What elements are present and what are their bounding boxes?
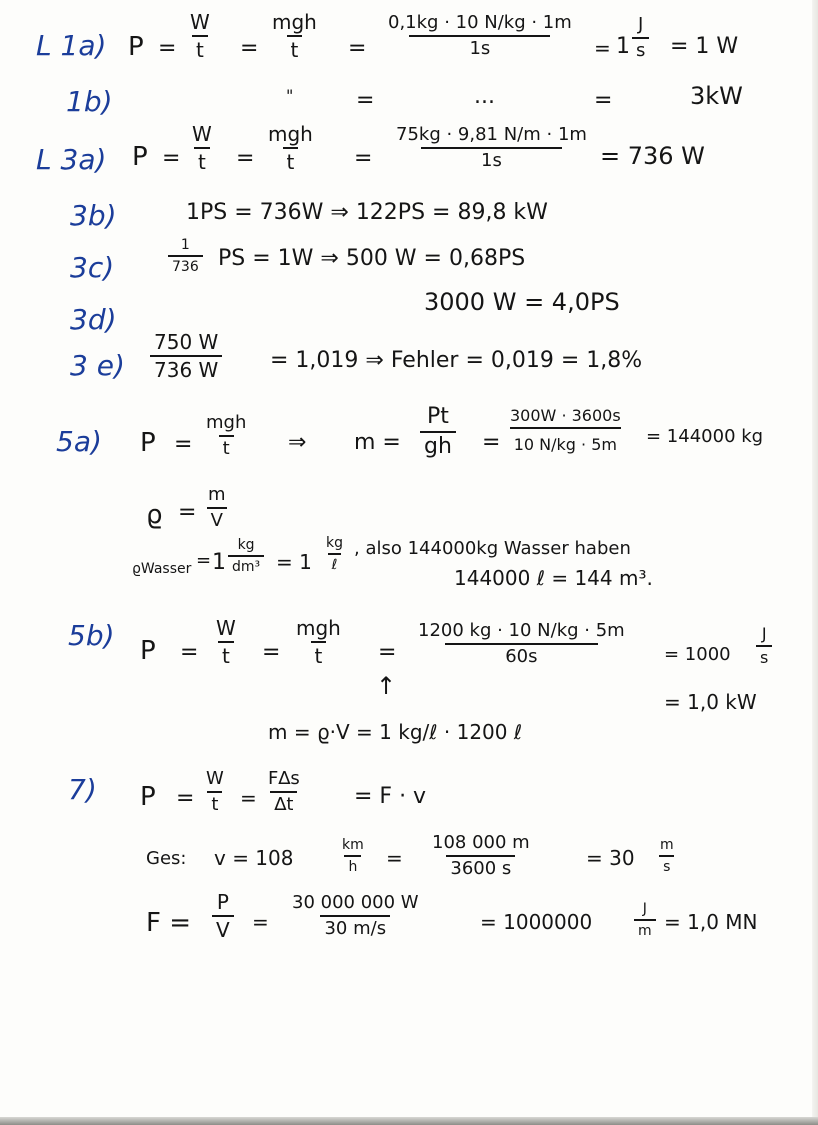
l1a-frac-js	[632, 16, 649, 60]
label-l3d: 3d)	[70, 303, 117, 336]
l7-dt: ∆t	[270, 791, 297, 814]
l7-ges-label: Ges:	[146, 848, 187, 869]
l3a-num: 75kg · 9,81 N/m · 1m	[396, 124, 587, 145]
scan-bottom-edge	[0, 1117, 818, 1125]
l7-Pv: P	[216, 890, 229, 914]
l1a-frac-w-t	[186, 12, 214, 60]
l5b-den: 60s	[445, 643, 597, 666]
l5a-Pt: Pt	[427, 404, 449, 429]
l7-F-num: 30 000 000 W	[292, 892, 419, 913]
l1a-one: 1	[616, 34, 630, 59]
l7-frac-j-m	[634, 902, 656, 938]
l3a-frac-main	[392, 126, 591, 170]
l7-F-den: 30 m/s	[320, 915, 390, 938]
l1a-J: J	[638, 14, 644, 35]
l5a-frac-pt-gh	[420, 406, 456, 458]
scan-right-edge	[812, 0, 818, 1125]
l5b-P: P	[140, 636, 156, 666]
l7-ges-s: s	[659, 855, 674, 874]
l3c-736: 736	[168, 255, 203, 274]
l5b-W: W	[216, 616, 236, 640]
l5a-num: 300W · 3600s	[510, 406, 621, 425]
l1a-frac-mgh-t	[268, 12, 321, 60]
l7-frac-ges	[428, 834, 534, 878]
l1a-frac-main	[384, 14, 576, 58]
l7-P: P	[140, 782, 156, 812]
l7-F-eq: =	[252, 910, 269, 934]
l5b-t2: t	[311, 641, 327, 666]
l5b-m-line: m = ϱ·V = 1 kg/ℓ · 1200 ℓ	[268, 720, 523, 744]
l5a-den: 10 N/kg · 5m	[510, 427, 621, 453]
l7-frac-m-s	[656, 838, 678, 874]
l7-ges-eq: =	[386, 846, 403, 870]
l5a-frac-mgh-t	[202, 414, 250, 458]
label-l1b: 1b)	[66, 85, 113, 118]
l5a-eq1: =	[174, 432, 193, 457]
l5b-eq3: =	[378, 640, 397, 665]
l3e-den: 736 W	[150, 355, 222, 380]
l3b-text: 1PS = 736W ⇒ 122PS = 89,8 kW	[186, 200, 548, 225]
l5a-rho: ϱ	[146, 500, 163, 530]
label-l7: 7)	[68, 773, 97, 806]
l5a-frac-kg-l	[322, 536, 347, 572]
l3a-eq3: =	[354, 146, 373, 171]
l5a-t: t	[219, 435, 234, 458]
l1b-ditto: "	[286, 86, 294, 105]
l7-ges-res: = 30	[586, 846, 635, 870]
l7-ges-num: 108 000 m	[432, 832, 530, 853]
l1a-den: 1s	[409, 35, 550, 58]
l7-ges-m: m	[660, 837, 674, 853]
l3d-text: 3000 W = 4,0PS	[424, 288, 620, 316]
l5a-rho-eq: =	[178, 500, 197, 525]
l5a-l: ℓ	[328, 553, 342, 572]
l3a-mgh: mgh	[268, 122, 313, 146]
l3c-text: PS = 1W ⇒ 500 W = 0,68PS	[218, 246, 526, 271]
l3a-result: = 736 W	[600, 142, 705, 170]
l3c-frac	[168, 238, 203, 274]
label-l5b: 5b)	[68, 619, 115, 652]
l7-result: = F · v	[354, 784, 427, 809]
l1a-t: t	[192, 35, 208, 60]
l3a-eq2: =	[236, 146, 255, 171]
l7-frac-F	[288, 894, 423, 938]
l7-frac-p-v	[212, 892, 234, 940]
l7-ges-den: 3600 s	[446, 855, 515, 878]
l7-ges-v: v = 108	[214, 846, 294, 870]
l5b-arrow: ↑	[376, 672, 397, 700]
l5a-rho-water-text2: 144000 ℓ = 144 m³.	[454, 566, 653, 590]
l5b-eq1: =	[180, 640, 199, 665]
l7-eq2: =	[240, 786, 257, 810]
l1a-s: s	[632, 37, 649, 60]
l1b-result: 3kW	[690, 82, 743, 110]
l5a-P: P	[140, 428, 156, 458]
l5a-rho-water-one: 1	[212, 550, 226, 575]
l5a-kg2: kg	[326, 535, 343, 551]
l5b-frac-main	[414, 622, 629, 666]
l1a-P: P	[128, 32, 144, 62]
l3a-t2: t	[283, 147, 299, 172]
label-l1a: L 1a)	[36, 29, 107, 62]
l7-F-m: m	[634, 919, 656, 938]
l5a-rho-V: V	[207, 507, 227, 530]
l5a-gh: gh	[420, 431, 456, 458]
l5a-rho-water-eq: =	[196, 550, 212, 571]
l7-F-res2: = 1,0 MN	[664, 910, 758, 934]
l3a-frac-mgh-t	[264, 124, 317, 172]
l1b-eq1: =	[356, 88, 375, 113]
l7-frac-fds-dt	[264, 770, 304, 814]
l7-W: W	[206, 768, 224, 789]
label-l3b: 3b)	[70, 199, 117, 232]
l5a-rho-water-text: , also 144000kg Wasser haben	[354, 538, 631, 559]
l5a-rho-water-eq2: = 1	[276, 550, 312, 574]
l3e-text: = 1,019 ⇒ Fehler = 0,019 = 1,8%	[270, 348, 643, 373]
l5a-rho-water-label: ϱWasser	[132, 561, 192, 577]
l5a-arrow: ⇒	[288, 430, 307, 455]
l5a-frac-main	[506, 408, 625, 453]
l5b-t: t	[218, 641, 234, 666]
l5b-result: = 1000	[664, 644, 731, 665]
l5a-eq2: =	[482, 430, 501, 455]
l7-V: V	[212, 915, 234, 940]
l5b-frac-w-t	[212, 618, 240, 666]
l7-eq1: =	[176, 786, 195, 811]
l5b-frac-js	[756, 626, 772, 666]
label-l3e: 3 e)	[70, 349, 125, 382]
l1a-eq1: =	[158, 36, 177, 61]
l1b-dots: ...	[474, 84, 495, 109]
label-l5a: 5a)	[56, 425, 102, 458]
l7-km: km	[342, 837, 364, 853]
l5a-dm3: dm³	[228, 555, 264, 574]
l3c-one: 1	[180, 237, 190, 253]
l3e-num: 750 W	[154, 330, 219, 354]
l5b-mgh: mgh	[296, 616, 341, 640]
l3a-eq1: =	[162, 146, 181, 171]
l5a-rho-m: m	[208, 484, 226, 505]
l1a-result: = 1 W	[670, 34, 739, 59]
l5b-result2: = 1,0 kW	[664, 690, 757, 714]
l5b-num: 1200 kg · 10 N/kg · 5m	[418, 620, 625, 641]
l7-F-res: = 1000000	[480, 910, 593, 934]
l1a-mgh: mgh	[272, 10, 317, 34]
l3e-frac	[150, 332, 222, 380]
l3a-den: 1s	[421, 147, 562, 170]
label-l3c: 3c)	[70, 251, 115, 284]
l1a-t2: t	[287, 35, 303, 60]
l5a-result: = 144000 kg	[646, 426, 764, 447]
l5b-eq2: =	[262, 640, 281, 665]
l5a-kg: kg	[237, 537, 255, 553]
l1a-eq4: =	[594, 36, 611, 60]
l5a-frac-m-v	[204, 486, 230, 530]
l3a-P: P	[132, 142, 148, 172]
l7-F-J: J	[642, 901, 647, 917]
l7-frac-km-h	[338, 838, 368, 874]
l3a-t: t	[194, 147, 210, 172]
l1a-W: W	[190, 10, 210, 34]
l1a-eq2: =	[240, 36, 259, 61]
l5b-J: J	[761, 624, 767, 643]
l3a-W: W	[192, 122, 212, 146]
l7-h: h	[344, 855, 361, 874]
l5a-m: m =	[354, 430, 401, 455]
l3a-frac-w-t	[188, 124, 216, 172]
l5a-mgh: mgh	[206, 412, 247, 433]
l7-t: t	[207, 791, 222, 814]
l5b-s: s	[756, 645, 772, 666]
label-l3a: L 3a)	[36, 143, 107, 176]
l1a-num: 0,1kg · 10 N/kg · 1m	[388, 12, 572, 33]
l1b-eq2: =	[594, 88, 613, 113]
l1a-eq3: =	[348, 36, 367, 61]
l5b-frac-mgh-t	[292, 618, 345, 666]
l7-Fds: F∆s	[268, 768, 300, 789]
l7-F: F =	[146, 908, 192, 938]
l7-frac-w-t	[202, 770, 228, 814]
l5a-frac-kg-dm3	[228, 538, 264, 574]
